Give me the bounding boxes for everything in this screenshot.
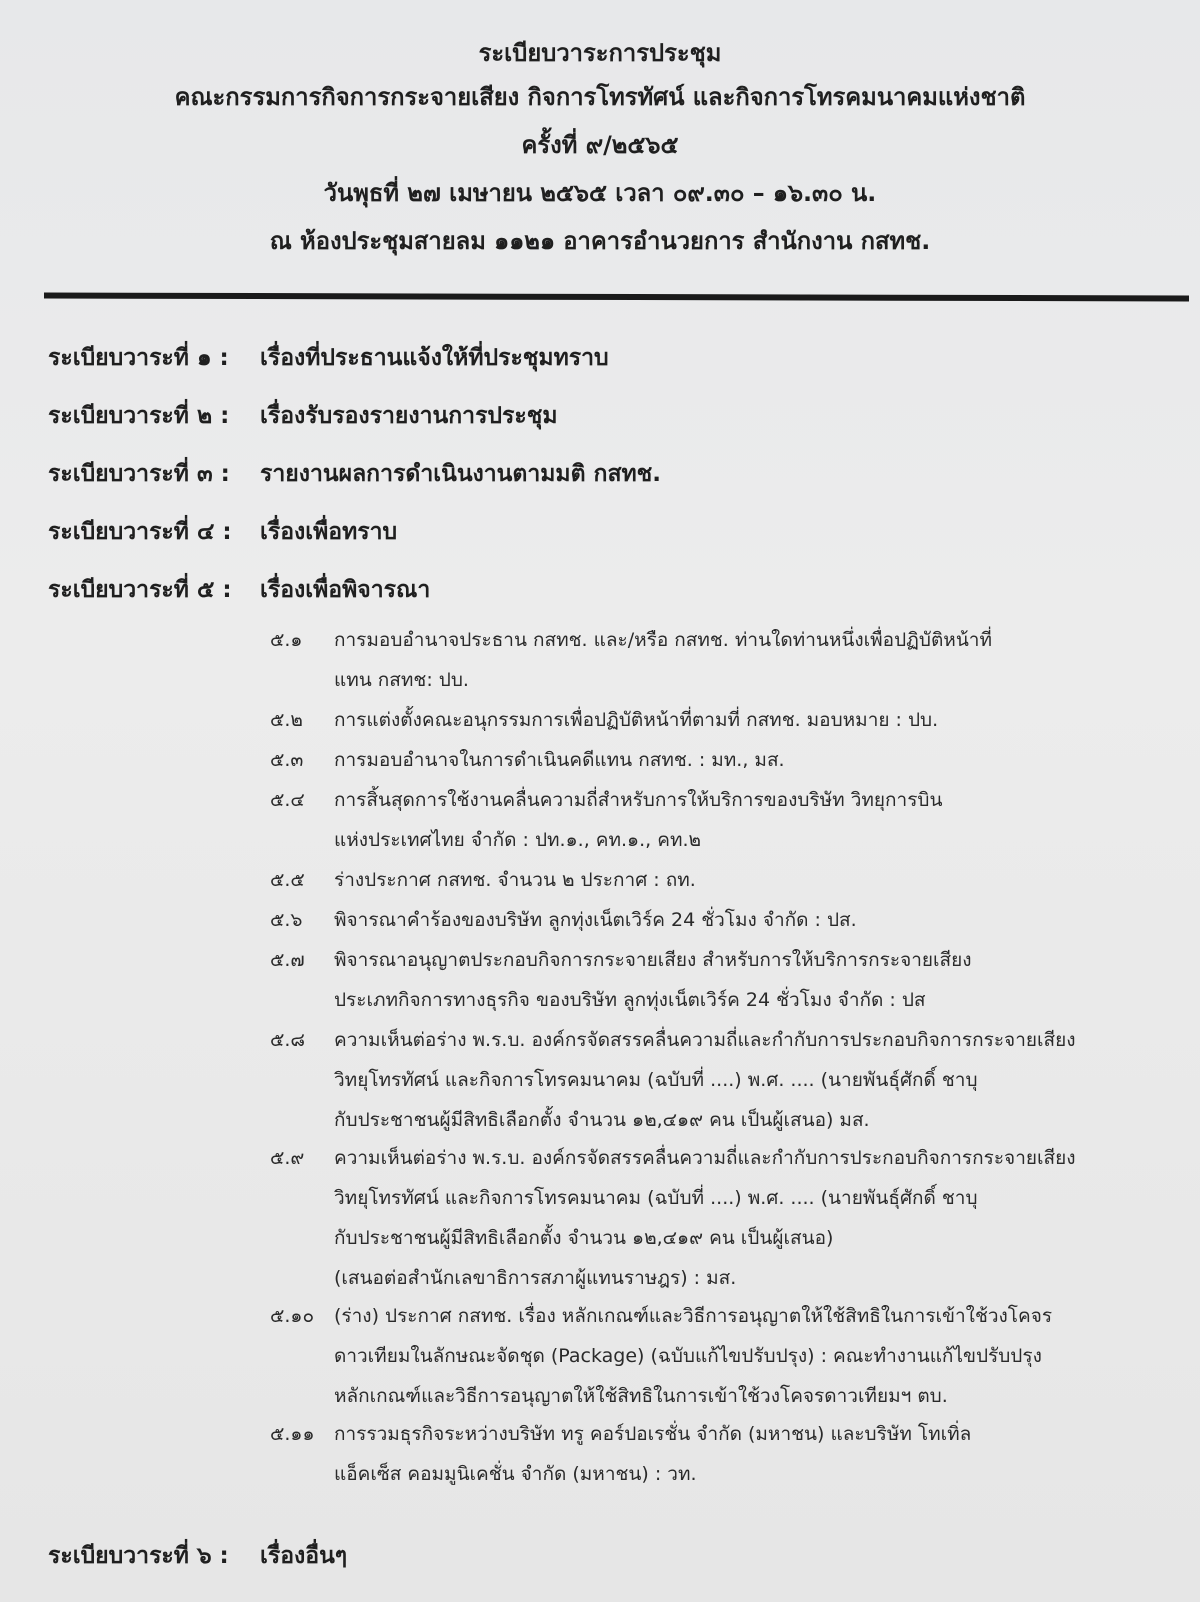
subitem-text-line: การมอบอำนาจประธาน กสทช. และ/หรือ กสทช. ท่านใดท่านหนึ่งเพื่อปฏิบัติหน้าที่: [334, 629, 993, 651]
subitem-number: ๕.๔: [270, 789, 305, 811]
subitem-text-line: วิทยุโทรทัศน์ และกิจการโทรคมนาคม (ฉบับที่ ....) พ.ศ. .... (นายพันธุ์ศักดิ์ ชาบุ: [334, 1187, 978, 1209]
subitem-text-line: ร่างประกาศ กสทช. จำนวน ๒ ประกาศ : ถท.: [334, 869, 696, 891]
subitem-5-3: [270, 740, 785, 780]
subitem-number: ๕.๑๑: [270, 1423, 315, 1445]
subitem-number: ๕.๕: [270, 869, 305, 891]
subitem-5-4: [270, 780, 943, 851]
document-header: [0, 38, 1200, 274]
header-committee: คณะกรรมการกิจการกระจายเสียง กิจการโทรทัศน์ และกิจการโทรคมนาคมแห่งชาติ: [174, 83, 1026, 111]
subitem-number: ๕.๗: [270, 949, 305, 971]
agenda-title: เรื่องอื่นๆ: [260, 1543, 348, 1569]
agenda-item-3: [48, 456, 661, 492]
subitem-text-line: (เสนอต่อสำนักเลขาธิการสภาผู้แทนราษฎร) : มส.: [334, 1267, 737, 1289]
subitem-text-line: การแต่งตั้งคณะอนุกรรมการเพื่อปฏิบัติหน้าที่ตามที่ กสทช. มอบหมาย : ปบ.: [334, 709, 939, 731]
agenda-item-2: [48, 398, 558, 434]
subitem-text-line: แอ็คเซ็ส คอมมูนิเคชั่น จำกัด (มหาชน) : วท.: [334, 1463, 697, 1485]
agenda-label: ระเบียบวาระที่ ๒ :: [48, 403, 230, 429]
subitem-5-1: [270, 620, 993, 691]
subitem-text-line: ประเภทกิจการทางธุรกิจ ของบริษัท ลูกทุ่งเน็ตเวิร์ค 24 ชั่วโมง จำกัด : ปส: [334, 989, 926, 1011]
subitem-text-line: แทน กสทช: ปบ.: [334, 669, 469, 691]
subitem-text-line: การรวมธุรกิจระหว่างบริษัท ทรู คอร์ปอเรชั่น จำกัด (มหาชน) และบริษัท โทเทิ่ล: [334, 1423, 972, 1445]
subitem-number: ๕.๓: [270, 749, 304, 771]
agenda-title: รายงานผลการดำเนินงานตามมติ กสทช.: [260, 461, 661, 487]
agenda-label: ระเบียบวาระที่ ๓ :: [48, 461, 230, 487]
subitem-5-2: [270, 700, 938, 740]
subitem-5-10: [270, 1296, 1053, 1407]
agenda-item-5: [48, 572, 430, 608]
subitem-5-6: [270, 900, 857, 940]
agenda-item-6: [48, 1538, 347, 1574]
agenda-title: เรื่องรับรองรายงานการประชุม: [260, 403, 558, 429]
subitem-5-8: [270, 1020, 1076, 1131]
agenda-title: เรื่องที่ประธานแจ้งให้ที่ประชุมทราบ: [260, 345, 609, 371]
subitem-text-line: ความเห็นต่อร่าง พ.ร.บ. องค์กรจัดสรรคลื่นความถี่และกำกับการประกอบกิจการกระจายเสียง: [334, 1147, 1076, 1169]
agenda-label: ระเบียบวาระที่ ๕ :: [48, 577, 232, 603]
header-venue: ณ ห้องประชุมสายลม ๑๑๒๑ อาคารอำนวยการ สำนักงาน กสทช.: [269, 227, 931, 255]
subitem-5-11: [270, 1414, 972, 1485]
agenda-item-4: [48, 514, 397, 550]
agenda-label: ระเบียบวาระที่ ๖ :: [48, 1543, 229, 1569]
agenda-title: เรื่องเพื่อพิจารณา: [260, 577, 431, 603]
header-title: ระเบียบวาระการประชุม: [478, 39, 722, 67]
agenda-label: ระเบียบวาระที่ ๑ :: [48, 345, 229, 371]
subitem-text-line: การสิ้นสุดการใช้งานคลื่นความถี่สำหรับการให้บริการของบริษัท วิทยุการบิน: [334, 789, 943, 811]
subitem-5-7: [270, 940, 972, 1011]
subitem-number: ๕.๘: [270, 1029, 306, 1051]
subitem-text-line: กับประชาชนผู้มีสิทธิเลือกตั้ง จำนวน ๑๒,๔๑๙ คน เป็นผู้เสนอ): [334, 1227, 834, 1249]
subitem-number: ๕.๑: [270, 629, 303, 651]
subitem-text-line: (ร่าง) ประกาศ กสทช. เรื่อง หลักเกณฑ์และวิธีการอนุญาตให้ใช้สิทธิในการเข้าใช้วงโคจร: [334, 1305, 1053, 1327]
subitem-text-line: พิจารณาคำร้องของบริษัท ลูกทุ่งเน็ตเวิร์ค 24 ชั่วโมง จำกัด : ปส.: [334, 909, 857, 931]
subitem-text-line: หลักเกณฑ์และวิธีการอนุญาตให้ใช้สิทธิในการเข้าใช้วงโคจรดาวเทียมฯ ตบ.: [334, 1385, 948, 1407]
header-session: ครั้งที่ ๙/๒๕๖๕: [521, 131, 679, 159]
header-divider: [44, 293, 1189, 302]
agenda-item-1: [48, 340, 609, 376]
subitem-text-line: วิทยุโทรทัศน์ และกิจการโทรคมนาคม (ฉบับที่ ....) พ.ศ. .... (นายพันธุ์ศักดิ์ ชาบุ: [334, 1069, 978, 1091]
subitem-text-line: การมอบอำนาจในการดำเนินคดีแทน กสทช. : มท., มส.: [334, 749, 785, 771]
subitem-number: ๕.๖: [270, 909, 303, 931]
header-date-time: วันพุธที่ ๒๗ เมษายน ๒๕๖๕ เวลา ๐๙.๓๐ – ๑๖.๓๐ น.: [323, 179, 877, 207]
subitem-number: ๕.๙: [270, 1147, 305, 1169]
subitem-text-line: ดาวเทียมในลักษณะจัดชุด (Package) (ฉบับแก้ไขปรับปรุง) : คณะทำงานแก้ไขปรับปรุง: [334, 1345, 1042, 1367]
subitem-5-5: [270, 860, 696, 900]
subitem-text-line: พิจารณาอนุญาตประกอบกิจการกระจายเสียง สำหรับการให้บริการกระจายเสียง: [334, 949, 972, 971]
subitem-text-line: กับประชาชนผู้มีสิทธิเลือกตั้ง จำนวน ๑๒,๔๑๙ คน เป็นผู้เสนอ) มส.: [334, 1109, 870, 1131]
subitem-5-9: [270, 1138, 1076, 1289]
subitem-number: ๕.๒: [270, 709, 303, 731]
agenda-title: เรื่องเพื่อทราบ: [260, 519, 398, 545]
subitem-text-line: ความเห็นต่อร่าง พ.ร.บ. องค์กรจัดสรรคลื่นความถี่และกำกับการประกอบกิจการกระจายเสียง: [334, 1029, 1076, 1051]
agenda-label: ระเบียบวาระที่ ๔ :: [48, 519, 232, 545]
subitem-text-line: แห่งประเทศไทย จำกัด : ปท.๑., คท.๑., คท.๒: [334, 829, 702, 851]
subitem-number: ๕.๑๐: [270, 1305, 315, 1327]
